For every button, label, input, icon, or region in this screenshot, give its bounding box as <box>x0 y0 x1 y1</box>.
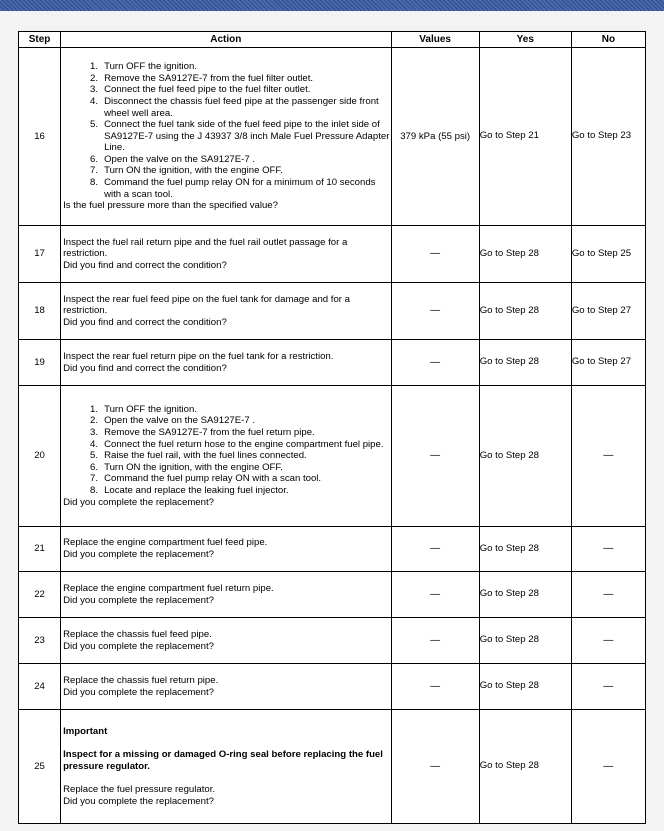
step-number: 19 <box>19 340 61 386</box>
question: Did you complete the replacement? <box>63 496 214 508</box>
action-text: Replace the engine compartment fuel feed pipe. <box>63 537 268 549</box>
action-text: Replace the chassis fuel return pipe. <box>63 674 219 686</box>
yes-cell <box>479 386 571 527</box>
yes-link[interactable]: Go to Step 28 <box>479 247 539 259</box>
diagnostic-table <box>18 31 646 824</box>
action-text: Inspect the fuel rail return pipe and the fuel rail outlet passage for a restriction. <box>63 236 348 260</box>
value-cell: — <box>391 664 479 710</box>
yes-cell <box>479 664 571 710</box>
list-item: 4. Disconnect the chassis fuel feed pipe at the passenger side front wheel well area. <box>90 95 379 119</box>
no-cell: — <box>571 527 645 572</box>
yes-cell <box>479 527 571 572</box>
action-cell <box>61 618 392 664</box>
table-row <box>19 283 646 340</box>
value-cell: — <box>391 283 479 340</box>
header-yes: Yes <box>479 32 571 48</box>
value-cell: — <box>391 527 479 572</box>
step-number: 20 <box>19 386 61 527</box>
table-header-row <box>19 32 646 48</box>
list-item: 7. Command the fuel pump relay ON with a scan tool. <box>90 473 322 485</box>
table-row <box>19 226 646 283</box>
no-link[interactable]: Go to Step 27 <box>571 356 632 368</box>
no-link[interactable]: Go to Step 23 <box>571 130 632 142</box>
yes-cell <box>479 226 571 283</box>
value-cell: — <box>391 340 479 386</box>
list-item: 2. Remove the SA9127E-7 from the fuel filter outlet. <box>90 72 314 84</box>
list-item: 3. Connect the fuel feed pipe to the fuel filter outlet. <box>90 84 311 96</box>
list-item: 8. Command the fuel pump relay ON for a minimum of 10 seconds with a scan tool. <box>90 177 376 200</box>
question: Did you complete the replacement? <box>63 686 214 698</box>
action-cell <box>61 283 392 340</box>
yes-cell <box>479 48 571 226</box>
action-cell <box>61 386 392 527</box>
action-text: Inspect the rear fuel feed pipe on the fuel tank for damage and for a restriction. <box>63 293 350 317</box>
action-cell <box>61 48 392 226</box>
step-number: 23 <box>19 618 61 664</box>
header-action: Action <box>61 32 392 48</box>
list-item: 2. Open the valve on the SA9127E-7 . <box>90 415 256 427</box>
list-item: 1. Turn OFF the ignition. <box>90 61 198 73</box>
no-cell <box>571 283 645 340</box>
action-text: Replace the fuel pressure regulator. <box>63 784 216 796</box>
important-label: Important <box>63 725 108 737</box>
yes-link[interactable]: Go to Step 28 <box>479 760 539 772</box>
step-number: 25 <box>19 710 61 824</box>
action-text: Inspect the rear fuel return pipe on the fuel tank for a restriction. <box>63 350 334 362</box>
yes-cell <box>479 618 571 664</box>
step-number: 17 <box>19 226 61 283</box>
list-item: 1. Turn OFF the ignition. <box>90 403 198 415</box>
yes-cell <box>479 283 571 340</box>
action-cell <box>61 226 392 283</box>
table-row <box>19 48 646 226</box>
document-frame <box>0 11 664 831</box>
question: Did you complete the replacement? <box>63 594 214 606</box>
step-number: 24 <box>19 664 61 710</box>
yes-link[interactable]: Go to Step 21 <box>479 130 539 142</box>
yes-link[interactable]: Go to Step 28 <box>479 542 539 554</box>
list-item: 6. Open the valve on the SA9127E-7 . <box>90 153 256 165</box>
action-text: Replace the chassis fuel feed pipe. <box>63 628 212 640</box>
list-item: 5. Raise the fuel rail, with the fuel lines connected. <box>90 450 307 462</box>
table-row <box>19 618 646 664</box>
yes-link[interactable]: Go to Step 28 <box>479 304 539 316</box>
list-item: 6. Turn ON the ignition, with the engine OFF. <box>90 461 283 473</box>
step-number: 16 <box>19 48 61 226</box>
important-note: Inspect for a missing or damaged O-ring seal before replacing the fuel pressure regulator. <box>63 749 383 772</box>
question: Did you find and correct the condition? <box>63 316 227 328</box>
action-cell <box>61 572 392 618</box>
value-cell: 379 kPa (55 psi) <box>391 48 479 226</box>
value-cell: — <box>391 618 479 664</box>
value-cell: — <box>391 386 479 527</box>
step-list <box>61 61 391 200</box>
list-item: 4. Connect the fuel return hose to the engine compartment fuel pipe. <box>90 438 384 450</box>
question: Did you complete the replacement? <box>63 549 214 560</box>
value-cell: — <box>391 226 479 283</box>
action-text: Replace the engine compartment fuel return pipe. <box>63 582 274 594</box>
question: Is the fuel pressure more than the specified value? <box>63 200 278 212</box>
step-number: 21 <box>19 527 61 572</box>
yes-link[interactable]: Go to Step 28 <box>479 588 539 600</box>
question: Did you find and correct the condition? <box>63 362 227 374</box>
no-cell <box>571 48 645 226</box>
list-item: 7. Turn ON the ignition, with the engine OFF. <box>90 165 283 177</box>
no-cell: — <box>571 710 645 824</box>
action-cell <box>61 710 392 824</box>
list-item: 8. Locate and replace the leaking fuel injector. <box>90 484 289 496</box>
yes-link[interactable]: Go to Step 28 <box>479 449 539 461</box>
table-row <box>19 572 646 618</box>
no-cell: — <box>571 386 645 527</box>
step-number: 22 <box>19 572 61 618</box>
yes-link[interactable]: Go to Step 28 <box>479 634 539 646</box>
header-values: Values <box>391 32 479 48</box>
action-cell <box>61 664 392 710</box>
header-step: Step <box>19 32 61 48</box>
table-row <box>19 664 646 710</box>
header-no: No <box>571 32 645 48</box>
list-item: 5. Connect the fuel tank side of the fuel feed pipe to the inlet side of SA9127E-7 using the J 43937 3/8 inch Male Fuel Pressure Adapter Line. <box>90 119 390 154</box>
no-cell <box>571 340 645 386</box>
list-item: 3. Remove the SA9127E-7 from the fuel return pipe. <box>90 427 315 439</box>
no-cell: — <box>571 664 645 710</box>
value-cell: — <box>391 572 479 618</box>
no-cell: — <box>571 572 645 618</box>
table-row <box>19 527 646 572</box>
action-cell <box>61 527 392 572</box>
yes-link[interactable]: Go to Step 28 <box>479 680 539 692</box>
no-link[interactable]: Go to Step 25 <box>571 247 632 259</box>
table-row <box>19 340 646 386</box>
yes-cell <box>479 572 571 618</box>
question: Did you complete the replacement? <box>63 640 214 652</box>
table-row <box>19 386 646 527</box>
yes-cell <box>479 710 571 824</box>
yes-link[interactable]: Go to Step 28 <box>479 356 539 368</box>
no-cell: — <box>571 618 645 664</box>
action-cell <box>61 340 392 386</box>
step-list <box>61 404 391 497</box>
value-cell: — <box>391 710 479 824</box>
yes-cell <box>479 340 571 386</box>
step-number: 18 <box>19 283 61 340</box>
question: Did you complete the replacement? <box>63 795 214 807</box>
no-link[interactable]: Go to Step 27 <box>571 304 632 316</box>
question: Did you find and correct the condition? <box>63 259 227 271</box>
no-cell <box>571 226 645 283</box>
table-row <box>19 710 646 824</box>
